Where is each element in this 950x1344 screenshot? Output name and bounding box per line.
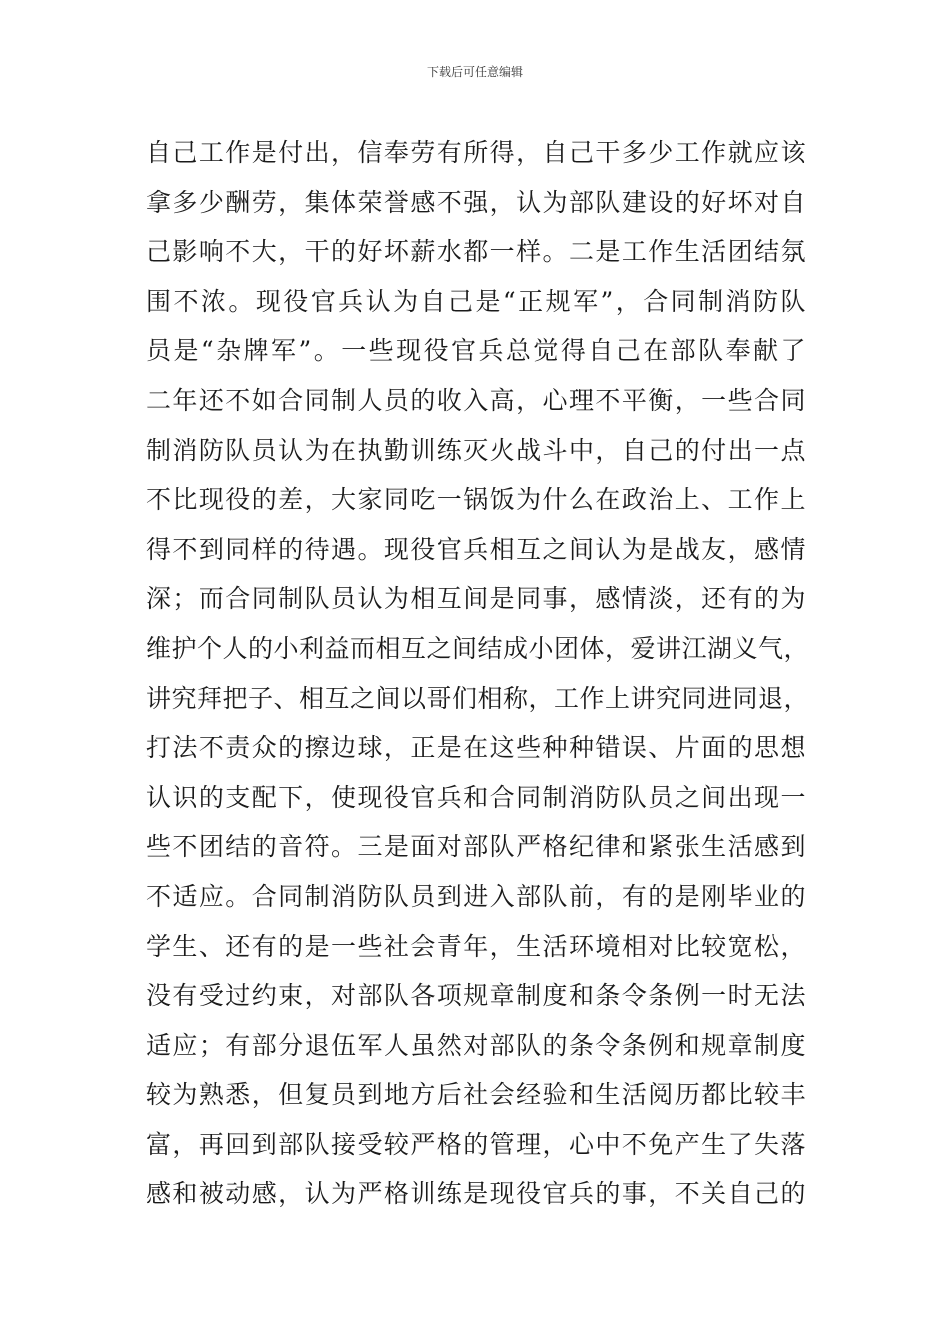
text-line: 不比现役的差，大家同吃一锅饭为什么在政治上、工作上 (146, 485, 806, 515)
text-line: 围不浓。现役官兵认为自己是“正规军”，合同制消防队 (146, 286, 806, 316)
text-line: 打法不责众的擦边球，正是在这些种种错误、片面的思想 (146, 733, 806, 763)
text-line: 学生、还有的是一些社会青年，生活环境相对比较宽松， (146, 931, 806, 961)
text-line: 得不到同样的待遇。现役官兵相互之间认为是战友，感情 (146, 534, 806, 564)
text-line: 员是“杂牌军”。一些现役官兵总觉得自己在部队奉献了 (146, 336, 806, 366)
text-line: 认识的支配下，使现役官兵和合同制消防队员之间出现一 (146, 782, 806, 812)
body-text (146, 128, 810, 1219)
text-line: 拿多少酬劳，集体荣誉感不强，认为部队建设的好坏对自 (146, 187, 806, 217)
text-line: 些不团结的音符。三是面对部队严格纪律和紧张生活感到 (146, 832, 806, 862)
text-line: 富，再回到部队接受较严格的管理，心中不免产生了失落 (146, 1129, 806, 1159)
text-line: 较为熟悉，但复员到地方后社会经验和生活阅历都比较丰 (146, 1080, 806, 1110)
text-line: 讲究拜把子、相互之间以哥们相称，工作上讲究同进同退， (146, 683, 810, 713)
text-line: 制消防队员认为在执勤训练灭火战斗中，自己的付出一点 (146, 435, 806, 465)
text-line: 适应；有部分退伍军人虽然对部队的条令条例和规章制度 (146, 1030, 806, 1060)
text-line: 二年还不如合同制人员的收入高，心理不平衡，一些合同 (146, 385, 806, 415)
text-line: 感和被动感，认为严格训练是现役官兵的事，不关自己的 (146, 1179, 806, 1209)
text-line: 没有受过约束，对部队各项规章制度和条令条例一时无法 (146, 981, 806, 1011)
text-line: 自己工作是付出，信奉劳有所得，自己干多少工作就应该 (146, 138, 806, 167)
text-line: 己影响不大，干的好坏薪水都一样。二是工作生活团结氛 (146, 237, 806, 267)
page-header: 下载后可任意编辑 (426, 65, 523, 79)
text-line: 维护个人的小利益而相互之间结成小团体，爱讲江湖义气， (146, 633, 810, 663)
text-line: 不适应。合同制消防队员到进入部队前，有的是刚毕业的 (146, 881, 806, 911)
text-line: 深；而合同制队员认为相互间是同事，感情淡，还有的为 (146, 584, 806, 614)
